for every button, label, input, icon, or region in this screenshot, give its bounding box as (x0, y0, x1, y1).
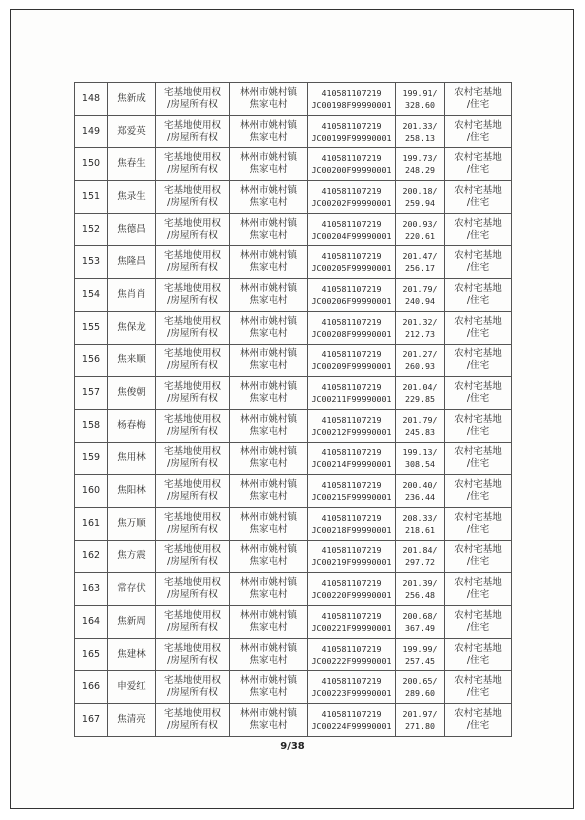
right-type-cell: 宅基地使用权 /房屋所有权 (156, 442, 230, 475)
right-type-cell: 宅基地使用权 /房屋所有权 (156, 606, 230, 639)
location-cell: 林州市姚村镇 焦家屯村 (230, 638, 308, 671)
land-use-cell: 农村宅基地 /住宅 (445, 442, 512, 475)
location-cell: 林州市姚村镇 焦家屯村 (230, 344, 308, 377)
area-cell: 201.27/ 260.93 (396, 344, 445, 377)
land-use-cell: 农村宅基地 /住宅 (445, 573, 512, 606)
right-type-cell: 宅基地使用权 /房屋所有权 (156, 246, 230, 279)
location-cell: 林州市姚村镇 焦家屯村 (230, 606, 308, 639)
holder-name-cell: 郑爱英 (108, 115, 156, 148)
location-cell: 林州市姚村镇 焦家屯村 (230, 409, 308, 442)
area-cell: 200.68/ 367.49 (396, 606, 445, 639)
right-type-cell: 宅基地使用权 /房屋所有权 (156, 573, 230, 606)
property-register-table (74, 82, 512, 737)
row-number-cell: 151 (75, 181, 108, 214)
right-type-cell: 宅基地使用权 /房屋所有权 (156, 638, 230, 671)
area-cell: 208.33/ 218.61 (396, 507, 445, 540)
unit-code-cell: 410581107219 JC00205F99990001 (308, 246, 396, 279)
area-cell: 201.79/ 245.83 (396, 409, 445, 442)
area-cell: 201.84/ 297.72 (396, 540, 445, 573)
right-type-cell: 宅基地使用权 /房屋所有权 (156, 115, 230, 148)
table-row (75, 409, 512, 442)
holder-name-cell: 焦万顺 (108, 507, 156, 540)
table-row (75, 606, 512, 639)
row-number-cell: 150 (75, 148, 108, 181)
unit-code-cell: 410581107219 JC00221F99990001 (308, 606, 396, 639)
area-cell: 199.13/ 308.54 (396, 442, 445, 475)
location-cell: 林州市姚村镇 焦家屯村 (230, 115, 308, 148)
land-use-cell: 农村宅基地 /住宅 (445, 540, 512, 573)
area-cell: 199.91/ 328.60 (396, 83, 445, 116)
row-number-cell: 160 (75, 475, 108, 508)
land-use-cell: 农村宅基地 /住宅 (445, 704, 512, 737)
land-use-cell: 农村宅基地 /住宅 (445, 606, 512, 639)
holder-name-cell: 焦阳林 (108, 475, 156, 508)
table-row (75, 83, 512, 116)
land-use-cell: 农村宅基地 /住宅 (445, 213, 512, 246)
location-cell: 林州市姚村镇 焦家屯村 (230, 377, 308, 410)
row-number-cell: 152 (75, 213, 108, 246)
unit-code-cell: 410581107219 JC00214F99990001 (308, 442, 396, 475)
holder-name-cell: 申爱红 (108, 671, 156, 704)
table-row (75, 573, 512, 606)
holder-name-cell: 焦俊朝 (108, 377, 156, 410)
holder-name-cell: 常存伏 (108, 573, 156, 606)
area-cell: 200.65/ 289.60 (396, 671, 445, 704)
right-type-cell: 宅基地使用权 /房屋所有权 (156, 507, 230, 540)
unit-code-cell: 410581107219 JC00220F99990001 (308, 573, 396, 606)
holder-name-cell: 焦新周 (108, 606, 156, 639)
land-use-cell: 农村宅基地 /住宅 (445, 279, 512, 312)
land-use-cell: 农村宅基地 /住宅 (445, 344, 512, 377)
table-row (75, 213, 512, 246)
unit-code-cell: 410581107219 JC00198F99990001 (308, 83, 396, 116)
row-number-cell: 161 (75, 507, 108, 540)
page-number: 9/38 (280, 741, 305, 752)
land-use-cell: 农村宅基地 /住宅 (445, 246, 512, 279)
unit-code-cell: 410581107219 JC00204F99990001 (308, 213, 396, 246)
table-row (75, 279, 512, 312)
table-row (75, 475, 512, 508)
area-cell: 201.79/ 240.94 (396, 279, 445, 312)
right-type-cell: 宅基地使用权 /房屋所有权 (156, 83, 230, 116)
right-type-cell: 宅基地使用权 /房屋所有权 (156, 540, 230, 573)
land-use-cell: 农村宅基地 /住宅 (445, 181, 512, 214)
unit-code-cell: 410581107219 JC00211F99990001 (308, 377, 396, 410)
unit-code-cell: 410581107219 JC00202F99990001 (308, 181, 396, 214)
table-row (75, 671, 512, 704)
right-type-cell: 宅基地使用权 /房屋所有权 (156, 671, 230, 704)
land-use-cell: 农村宅基地 /住宅 (445, 409, 512, 442)
location-cell: 林州市姚村镇 焦家屯村 (230, 573, 308, 606)
land-use-cell: 农村宅基地 /住宅 (445, 638, 512, 671)
holder-name-cell: 焦来顺 (108, 344, 156, 377)
location-cell: 林州市姚村镇 焦家屯村 (230, 213, 308, 246)
row-number-cell: 163 (75, 573, 108, 606)
area-cell: 199.73/ 248.29 (396, 148, 445, 181)
area-cell: 200.18/ 259.94 (396, 181, 445, 214)
area-cell: 199.99/ 257.45 (396, 638, 445, 671)
right-type-cell: 宅基地使用权 /房屋所有权 (156, 344, 230, 377)
location-cell: 林州市姚村镇 焦家屯村 (230, 311, 308, 344)
table-row (75, 442, 512, 475)
holder-name-cell: 焦建林 (108, 638, 156, 671)
holder-name-cell: 焦隆昌 (108, 246, 156, 279)
location-cell: 林州市姚村镇 焦家屯村 (230, 540, 308, 573)
right-type-cell: 宅基地使用权 /房屋所有权 (156, 311, 230, 344)
location-cell: 林州市姚村镇 焦家屯村 (230, 181, 308, 214)
holder-name-cell: 焦新成 (108, 83, 156, 116)
location-cell: 林州市姚村镇 焦家屯村 (230, 475, 308, 508)
right-type-cell: 宅基地使用权 /房屋所有权 (156, 279, 230, 312)
row-number-cell: 148 (75, 83, 108, 116)
land-use-cell: 农村宅基地 /住宅 (445, 115, 512, 148)
unit-code-cell: 410581107219 JC00224F99990001 (308, 704, 396, 737)
area-cell: 200.93/ 220.61 (396, 213, 445, 246)
unit-code-cell: 410581107219 JC00222F99990001 (308, 638, 396, 671)
holder-name-cell: 焦肖肖 (108, 279, 156, 312)
right-type-cell: 宅基地使用权 /房屋所有权 (156, 213, 230, 246)
area-cell: 201.97/ 271.80 (396, 704, 445, 737)
row-number-cell: 154 (75, 279, 108, 312)
table-row (75, 704, 512, 737)
location-cell: 林州市姚村镇 焦家屯村 (230, 83, 308, 116)
table-row (75, 638, 512, 671)
right-type-cell: 宅基地使用权 /房屋所有权 (156, 409, 230, 442)
table-row (75, 115, 512, 148)
table-row (75, 148, 512, 181)
land-use-cell: 农村宅基地 /住宅 (445, 507, 512, 540)
row-number-cell: 165 (75, 638, 108, 671)
right-type-cell: 宅基地使用权 /房屋所有权 (156, 181, 230, 214)
row-number-cell: 158 (75, 409, 108, 442)
table-row (75, 311, 512, 344)
row-number-cell: 162 (75, 540, 108, 573)
land-use-cell: 农村宅基地 /住宅 (445, 475, 512, 508)
unit-code-cell: 410581107219 JC00208F99990001 (308, 311, 396, 344)
holder-name-cell: 焦用林 (108, 442, 156, 475)
holder-name-cell: 焦保龙 (108, 311, 156, 344)
row-number-cell: 164 (75, 606, 108, 639)
unit-code-cell: 410581107219 JC00209F99990001 (308, 344, 396, 377)
area-cell: 201.32/ 212.73 (396, 311, 445, 344)
area-cell: 201.33/ 258.13 (396, 115, 445, 148)
row-number-cell: 166 (75, 671, 108, 704)
unit-code-cell: 410581107219 JC00212F99990001 (308, 409, 396, 442)
area-cell: 200.40/ 236.44 (396, 475, 445, 508)
row-number-cell: 157 (75, 377, 108, 410)
table-row (75, 507, 512, 540)
location-cell: 林州市姚村镇 焦家屯村 (230, 442, 308, 475)
holder-name-cell: 焦录生 (108, 181, 156, 214)
right-type-cell: 宅基地使用权 /房屋所有权 (156, 704, 230, 737)
holder-name-cell: 焦德昌 (108, 213, 156, 246)
right-type-cell: 宅基地使用权 /房屋所有权 (156, 148, 230, 181)
unit-code-cell: 410581107219 JC00218F99990001 (308, 507, 396, 540)
table-row (75, 181, 512, 214)
land-use-cell: 农村宅基地 /住宅 (445, 83, 512, 116)
location-cell: 林州市姚村镇 焦家屯村 (230, 279, 308, 312)
unit-code-cell: 410581107219 JC00199F99990001 (308, 115, 396, 148)
row-number-cell: 159 (75, 442, 108, 475)
land-use-cell: 农村宅基地 /住宅 (445, 148, 512, 181)
location-cell: 林州市姚村镇 焦家屯村 (230, 671, 308, 704)
table-row (75, 344, 512, 377)
holder-name-cell: 焦方震 (108, 540, 156, 573)
unit-code-cell: 410581107219 JC00219F99990001 (308, 540, 396, 573)
location-cell: 林州市姚村镇 焦家屯村 (230, 246, 308, 279)
table-row (75, 246, 512, 279)
land-use-cell: 农村宅基地 /住宅 (445, 311, 512, 344)
area-cell: 201.47/ 256.17 (396, 246, 445, 279)
location-cell: 林州市姚村镇 焦家屯村 (230, 704, 308, 737)
area-cell: 201.39/ 256.48 (396, 573, 445, 606)
table-row (75, 377, 512, 410)
table-row (75, 540, 512, 573)
unit-code-cell: 410581107219 JC00206F99990001 (308, 279, 396, 312)
unit-code-cell: 410581107219 JC00215F99990001 (308, 475, 396, 508)
right-type-cell: 宅基地使用权 /房屋所有权 (156, 475, 230, 508)
row-number-cell: 149 (75, 115, 108, 148)
unit-code-cell: 410581107219 JC00223F99990001 (308, 671, 396, 704)
location-cell: 林州市姚村镇 焦家屯村 (230, 507, 308, 540)
row-number-cell: 167 (75, 704, 108, 737)
holder-name-cell: 焦春生 (108, 148, 156, 181)
holder-name-cell: 焦清亮 (108, 704, 156, 737)
land-use-cell: 农村宅基地 /住宅 (445, 377, 512, 410)
right-type-cell: 宅基地使用权 /房屋所有权 (156, 377, 230, 410)
register-table-body (75, 83, 512, 737)
area-cell: 201.04/ 229.85 (396, 377, 445, 410)
row-number-cell: 156 (75, 344, 108, 377)
unit-code-cell: 410581107219 JC00200F99990001 (308, 148, 396, 181)
location-cell: 林州市姚村镇 焦家屯村 (230, 148, 308, 181)
row-number-cell: 155 (75, 311, 108, 344)
row-number-cell: 153 (75, 246, 108, 279)
land-use-cell: 农村宅基地 /住宅 (445, 671, 512, 704)
holder-name-cell: 杨春梅 (108, 409, 156, 442)
